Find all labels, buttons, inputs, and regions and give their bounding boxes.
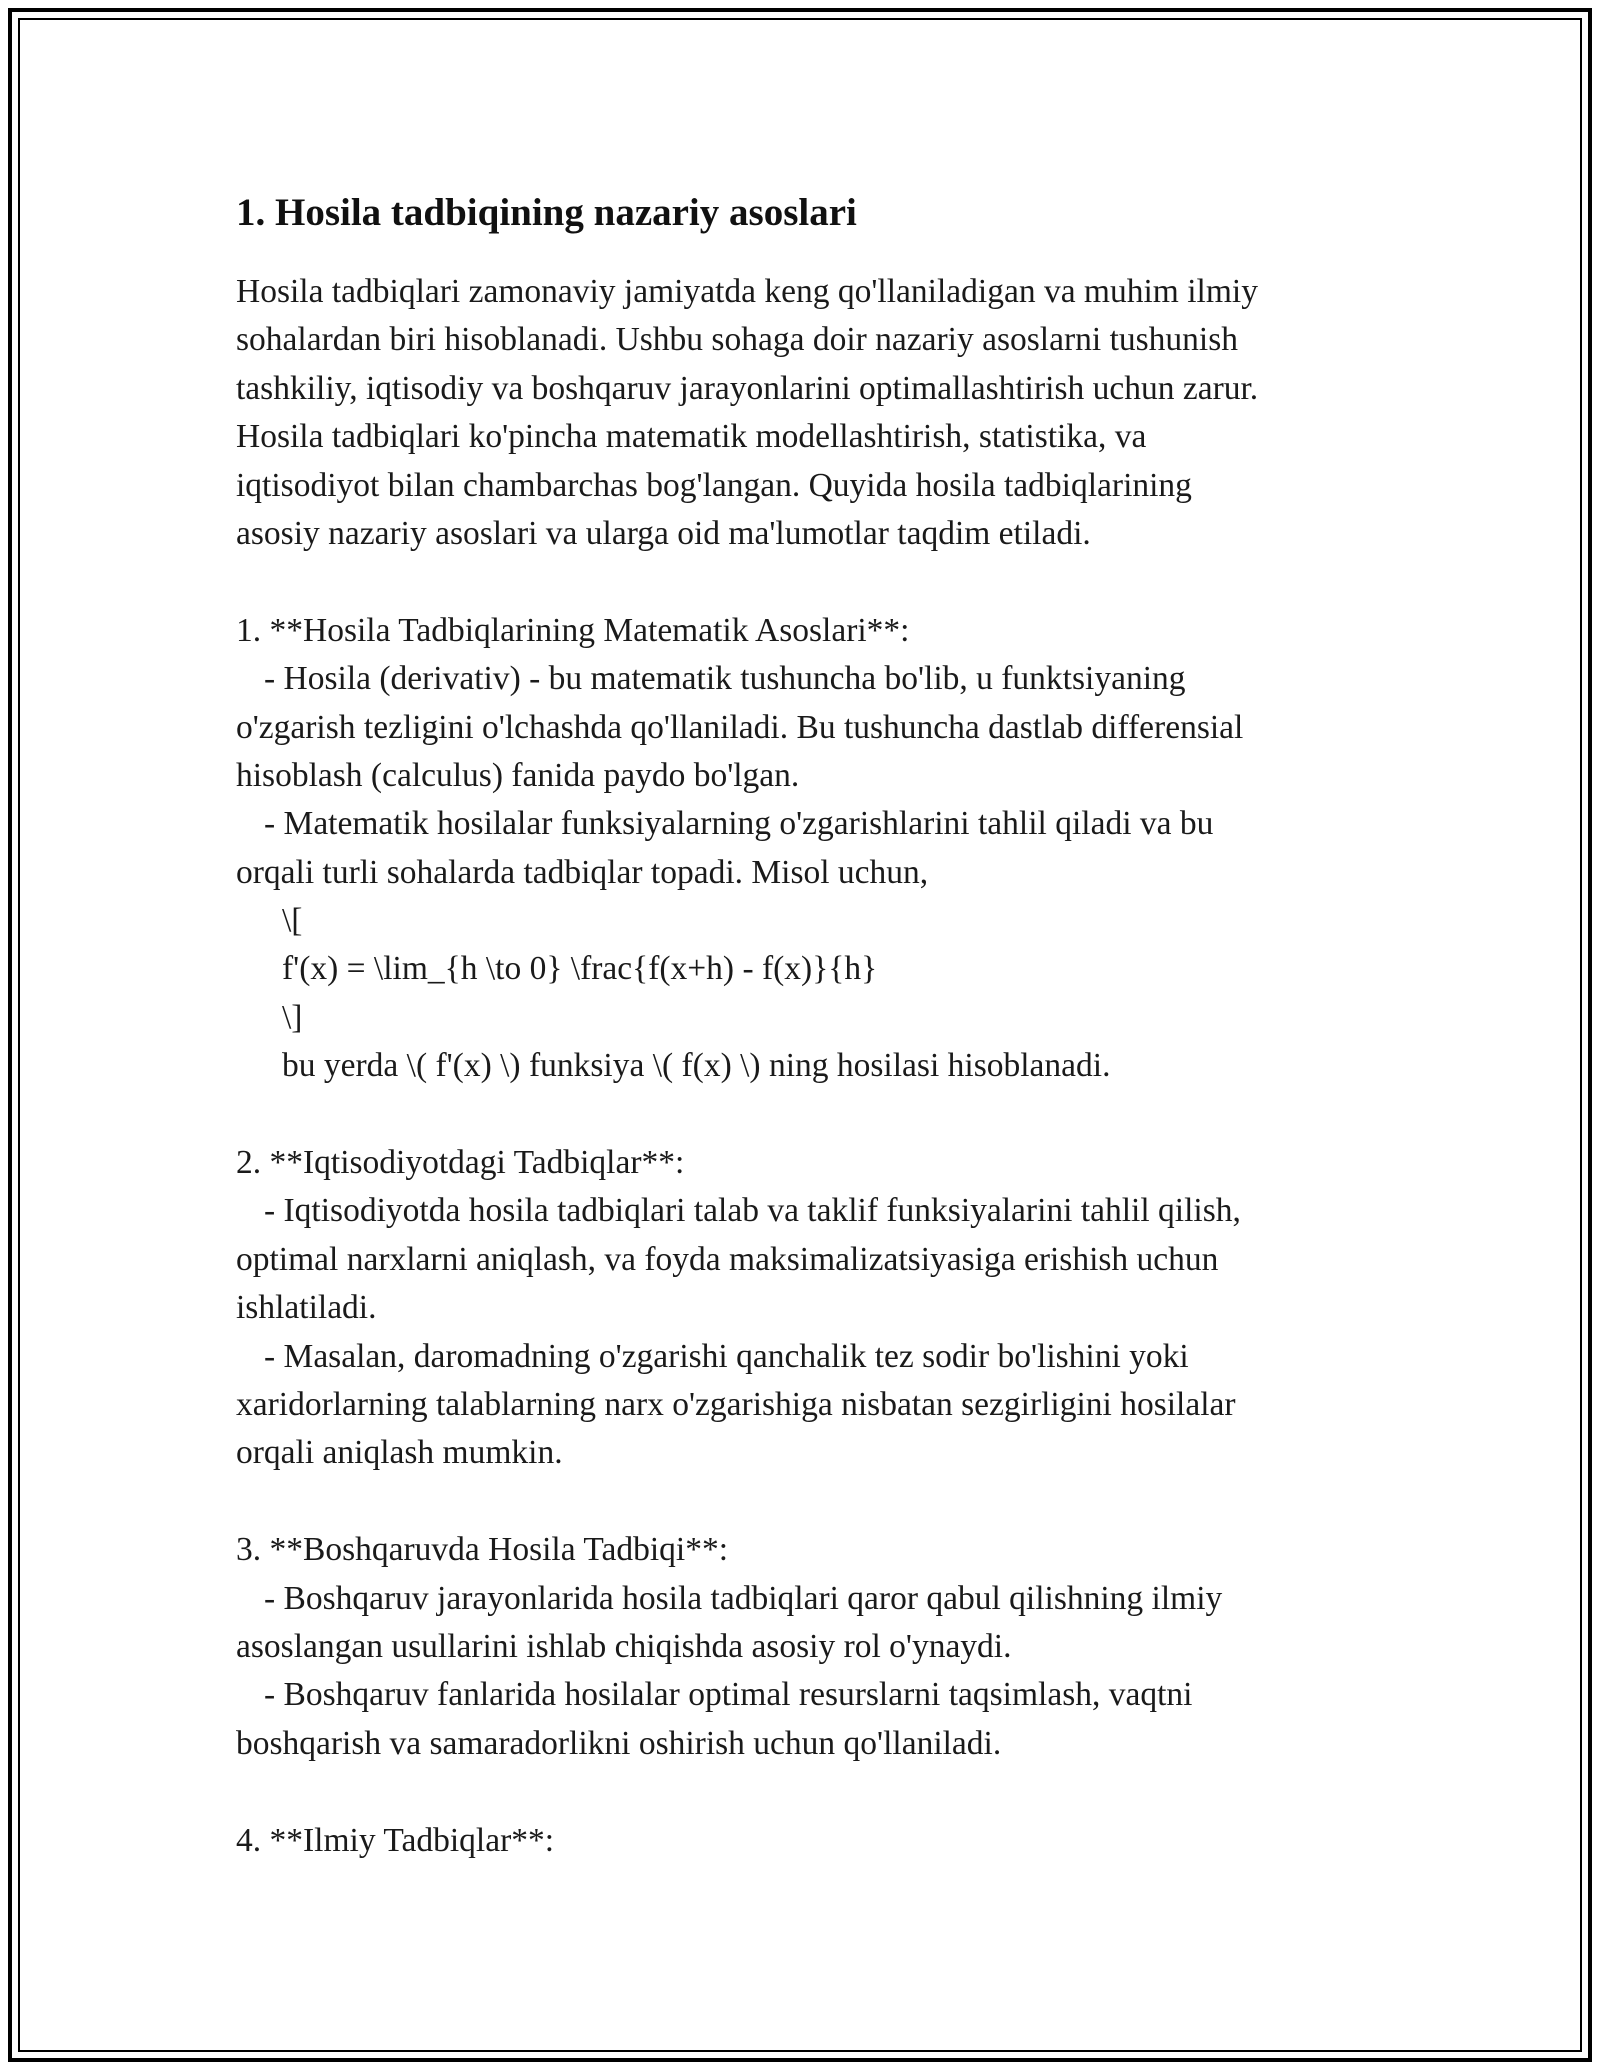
text-line: o'zgarish tezligini o'lchashda qo'llaniladi. Bu tushuncha dastlab differensial bbox=[236, 708, 1244, 746]
text-line: asosiy nazariy asoslari va ularga oid ma'lumotlar taqdim etiladi. bbox=[236, 514, 1091, 552]
section-heading: 2. **Iqtisodiyotdagi Tadbiqlar**: bbox=[236, 1144, 685, 1182]
formula-note: bu yerda \( f'(x) \) funksiya \( f(x) \) ning hosilasi hisoblanadi. bbox=[282, 1047, 1111, 1085]
text-line: ishlatiladi. bbox=[236, 1289, 377, 1327]
bullet-line: - Boshqaruv fanlarida hosilalar optimal resurslarni taqsimlash, vaqtni bbox=[264, 1676, 1193, 1714]
bullet-line: - Iqtisodiyotda hosila tadbiqlari talab va taklif funksiyalarini tahlil qilish, bbox=[264, 1192, 1241, 1230]
bullet-line: - Masalan, daromadning o'zgarishi qanchalik tez sodir bo'lishini yoki bbox=[264, 1337, 1189, 1375]
section-heading: 1. **Hosila Tadbiqlarining Matematik Asoslari**: bbox=[236, 611, 910, 649]
bullet-line: - Hosila (derivativ) - bu matematik tushuncha bo'lib, u funktsiyaning bbox=[264, 660, 1186, 698]
section-4 bbox=[236, 1817, 1376, 1865]
section-3 bbox=[236, 1526, 1376, 1768]
blank-line bbox=[236, 1768, 1376, 1816]
blank-line bbox=[236, 558, 1376, 606]
text-line: asoslangan usullarini ishlab chiqishda asosiy rol o'ynaydi. bbox=[236, 1627, 1012, 1665]
text-line: tashkiliy, iqtisodiy va boshqaruv jarayonlarini optimallashtirish uchun zarur. bbox=[236, 369, 1259, 407]
text-line: sohalardan biri hisoblanadi. Ushbu sohaga doir nazariy asoslarni tushunish bbox=[236, 321, 1239, 359]
section-2 bbox=[236, 1139, 1376, 1478]
text-line: iqtisodiyot bilan chambarchas bog'langan. Quyida hosila tadbiqlarining bbox=[236, 466, 1192, 504]
text-line: xaridorlarning talablarning narx o'zgarishiga nisbatan sezgirligini hosilalar bbox=[236, 1385, 1236, 1423]
blank-line bbox=[236, 1478, 1376, 1526]
section-1 bbox=[236, 607, 1376, 1091]
document-title: 1. Hosila tadbiqining nazariy asoslari bbox=[236, 191, 857, 234]
bullet-line: - Matematik hosilalar funksiyalarning o'zgarishlarini tahlil qiladi va bu bbox=[264, 805, 1214, 843]
text-line: Hosila tadbiqlari zamonaviy jamiyatda keng qo'llaniladigan va muhim ilmiy bbox=[236, 273, 1258, 310]
bullet-line: - Boshqaruv jarayonlarida hosila tadbiqlari qaror qabul qilishning ilmiy bbox=[264, 1579, 1223, 1617]
text-line: hisoblash (calculus) fanida paydo bo'lgan. bbox=[236, 756, 800, 794]
intro-paragraph bbox=[236, 268, 1376, 558]
text-line: Hosila tadbiqlari ko'pincha matematik modellashtirish, statistika, va bbox=[236, 418, 1147, 456]
formula-line: \[ bbox=[282, 902, 303, 940]
formula-line: \] bbox=[282, 998, 303, 1036]
text-line: orqali aniqlash mumkin. bbox=[236, 1434, 563, 1472]
text-line: optimal narxlarni aniqlash, va foyda maksimalizatsiyasiga erishish uchun bbox=[236, 1240, 1219, 1278]
text-line: boshqarish va samaradorlikni oshirish uchun qo'llaniladi. bbox=[236, 1724, 1002, 1762]
blank-line bbox=[236, 1091, 1376, 1139]
formula-line: f'(x) = \lim_{h \to 0} \frac{f(x+h) - f(x)}{h} bbox=[282, 950, 878, 988]
section-heading: 3. **Boshqaruvda Hosila Tadbiqi**: bbox=[236, 1531, 729, 1569]
text-line: orqali turli sohalarda tadbiqlar topadi. Misol uchun, bbox=[236, 853, 929, 891]
document-body bbox=[236, 186, 1376, 1865]
section-heading: 4. **Ilmiy Tadbiqlar**: bbox=[236, 1821, 555, 1859]
